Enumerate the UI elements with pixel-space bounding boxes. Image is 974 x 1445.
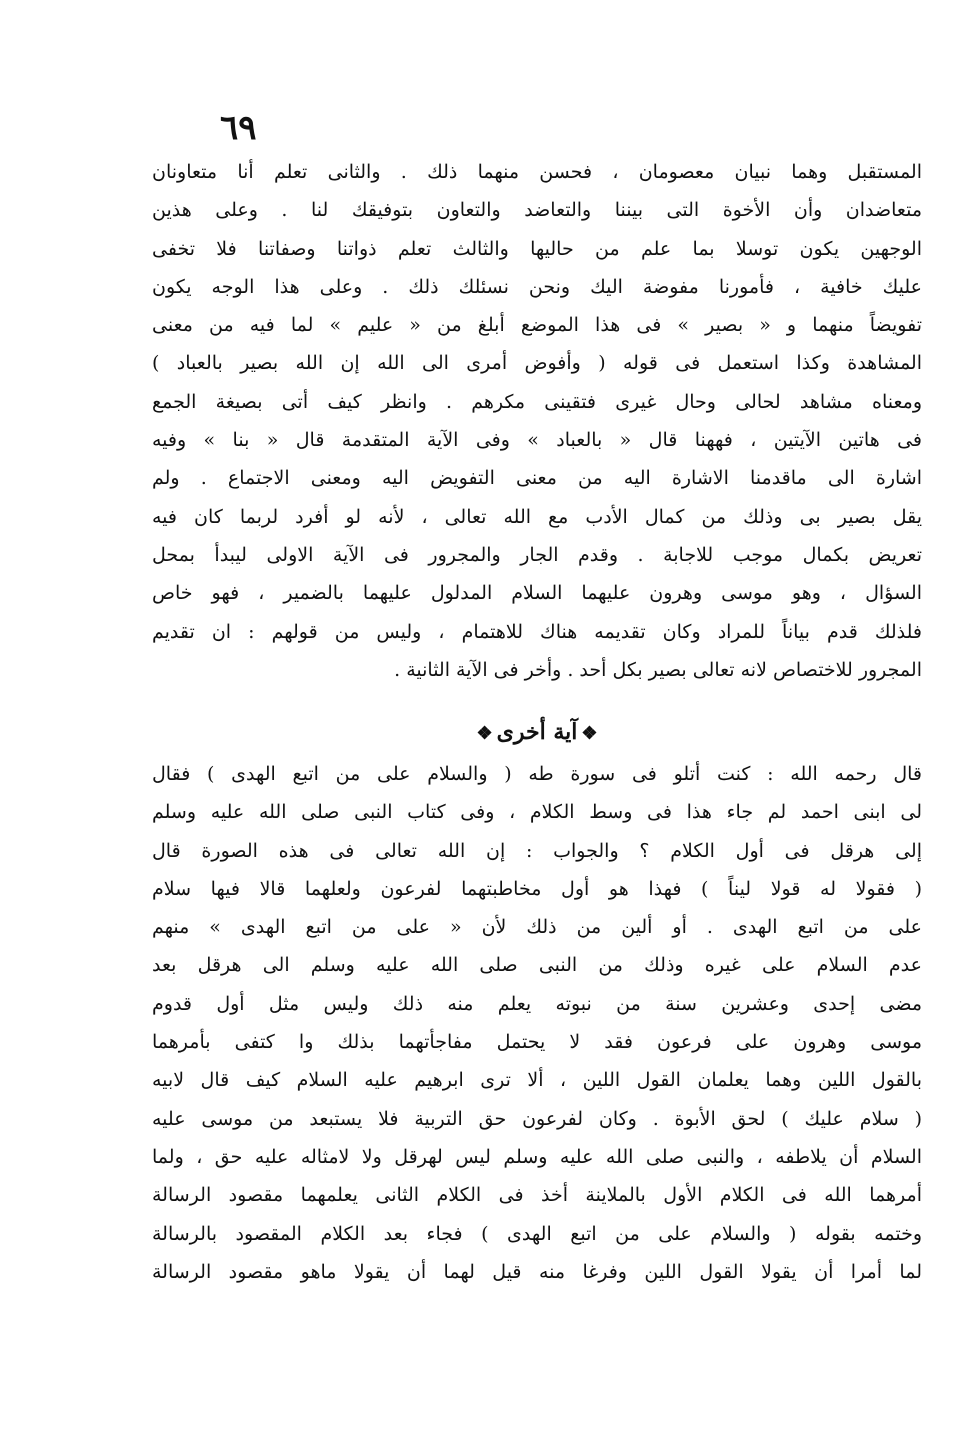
- text-line: عدم السلام على غيره وذلك من النبى صلى الله عليه وسلم الى هرقل بعد: [152, 954, 922, 977]
- text-line: ( سلام عليك ) لحق الأبوة . وكان لفرعون حق التربية فلا يستبعد من موسى عليه: [152, 1107, 922, 1130]
- text-line: إلى هرقل فى أول الكلام ؟ والجواب : إن الله تعالى فى هذه الصورة قال: [152, 839, 922, 862]
- text-line: قال رحمه الله : كنت أتلو فى سورة طه ( والسلام على من اتبع الهدى ) فقال: [152, 763, 922, 785]
- ornament-icon: ❖: [476, 723, 493, 744]
- ornament-icon: ❖: [581, 723, 598, 744]
- text-line: اشارة الى ماقدمنا الاشارة اليه من معنى التفويض اليه ومعنى الاجتماع . ولم: [152, 467, 922, 490]
- text-line: المجرور للاختصاص لانه تعالى بصير بكل أحد . وأخر فى الآية الثانية .: [394, 658, 922, 681]
- paragraph-1: [152, 153, 922, 689]
- text-line: المستقبل وهما نبيان معصومان ، فحسن منهما ذلك . والثانى تعلم أنا متعاونان: [152, 161, 922, 183]
- paragraph-2: [152, 755, 922, 1291]
- text-line: ومعناه مشاهد لحالى وحال غيرى فتقينى مكرهم . وانظر كيف أتى بصيغة الجمع: [152, 390, 922, 413]
- text-line: فى هاتين الآيتين ، فههنا قال « بالعباد » وفى الآية المتقدمة قال « بنا » وفيه: [152, 429, 922, 452]
- text-line: موسى وهرون على فرعون فقد لا يحتمل مفاجأتهما بذلك وا كتفى بأمرهما: [152, 1031, 922, 1054]
- text-line: أمرهما الله فى الكلام الأول بالملاينة أخذ فى الكلام الثانى يعلمهما مقصود الرسالة: [152, 1184, 922, 1207]
- text-line: ( فقولا له قولا ليناً ) فهذا هو أول مخاطبتهما لفرعون ولعلهما قالا فيها سلام: [152, 877, 922, 900]
- text-line: مضى إحدى وعشرين سنة من نبوته يعلم منه ذلك وليس مثل أول قدوم: [152, 992, 922, 1015]
- text-line: المشاهدة وكذا استعمل فى قوله ( وأفوض أمرى الى الله إن الله بصير بالعباد ): [152, 352, 922, 375]
- text-line: تفويضاً منهما و « بصير » فى هذا الموضع أبلغ من « عليم » لما فيه من معنى: [152, 314, 922, 337]
- section-heading-text: آية أخرى: [496, 719, 578, 745]
- text-line: على من اتبع الهدى . أو ألين من ذلك لأن « على من اتبع الهدى » منهم: [152, 916, 922, 939]
- text-line: السلام أن يلاطفه ، والنبى صلى الله عليه وسلم ليس لهرقل ولا لامثاله عليه حق ، ولما: [152, 1145, 922, 1168]
- text-line: لى ابنى احمد لم جاء هذا فى وسط الكلام ، وفى كتاب النبى صلى الله عليه وسلم: [152, 801, 922, 824]
- text-line: لما أمرا أن يقولا القول اللين وفرغا منه قيل لهما أن يقولا ماهو مقصود الرسالة: [152, 1260, 922, 1283]
- text-line: تعريض بكمال موجب للاجابة . وقدم الجار والمجرور فى الآية الاولى ليبدأ بمحل: [152, 543, 922, 566]
- text-line: وختمه بقوله ( والسلام على من اتبع الهدى ) فجاء بعد الكلام المقصود بالرسالة: [152, 1222, 922, 1245]
- text-line: عليك خافية ، فأمورنا مفوضة اليك ونحن نسئلك ذلك . وعلى هذا الوجه يكون: [152, 275, 922, 298]
- section-heading: [152, 714, 922, 752]
- page-number: ٦٩: [220, 108, 257, 148]
- text-line: متعاضدان وأن الأخوة التى بيننا والتعاضد والتعاون بتوفيقك لنا . وعلى هذين: [152, 199, 922, 222]
- text-line: السؤال ، وهو موسى وهرون عليهما السلام المدلول عليهما بالضمير ، فهو خاص: [152, 582, 922, 605]
- text-line: بالقول اللين وهما يعلمان القول اللين ، ألا ترى ابرهيم عليه السلام كيف قال لابيه: [152, 1069, 922, 1092]
- text-line: يقل بصير بى وذلك من كمال الأدب مع الله تعالى ، لأنه لو أفرد لربما كان فيه: [152, 505, 922, 528]
- text-line: الوجهين يكون توسلا بما علم من حاليها والثالث تعلم ذواتنا وصفاتنا فلا تخفى: [152, 237, 922, 260]
- text-line: فلذلك قدم بياناً للمراد وكان تقديمه هناك للاهتمام ، وليس من قولهم : ان تقديم: [152, 620, 922, 643]
